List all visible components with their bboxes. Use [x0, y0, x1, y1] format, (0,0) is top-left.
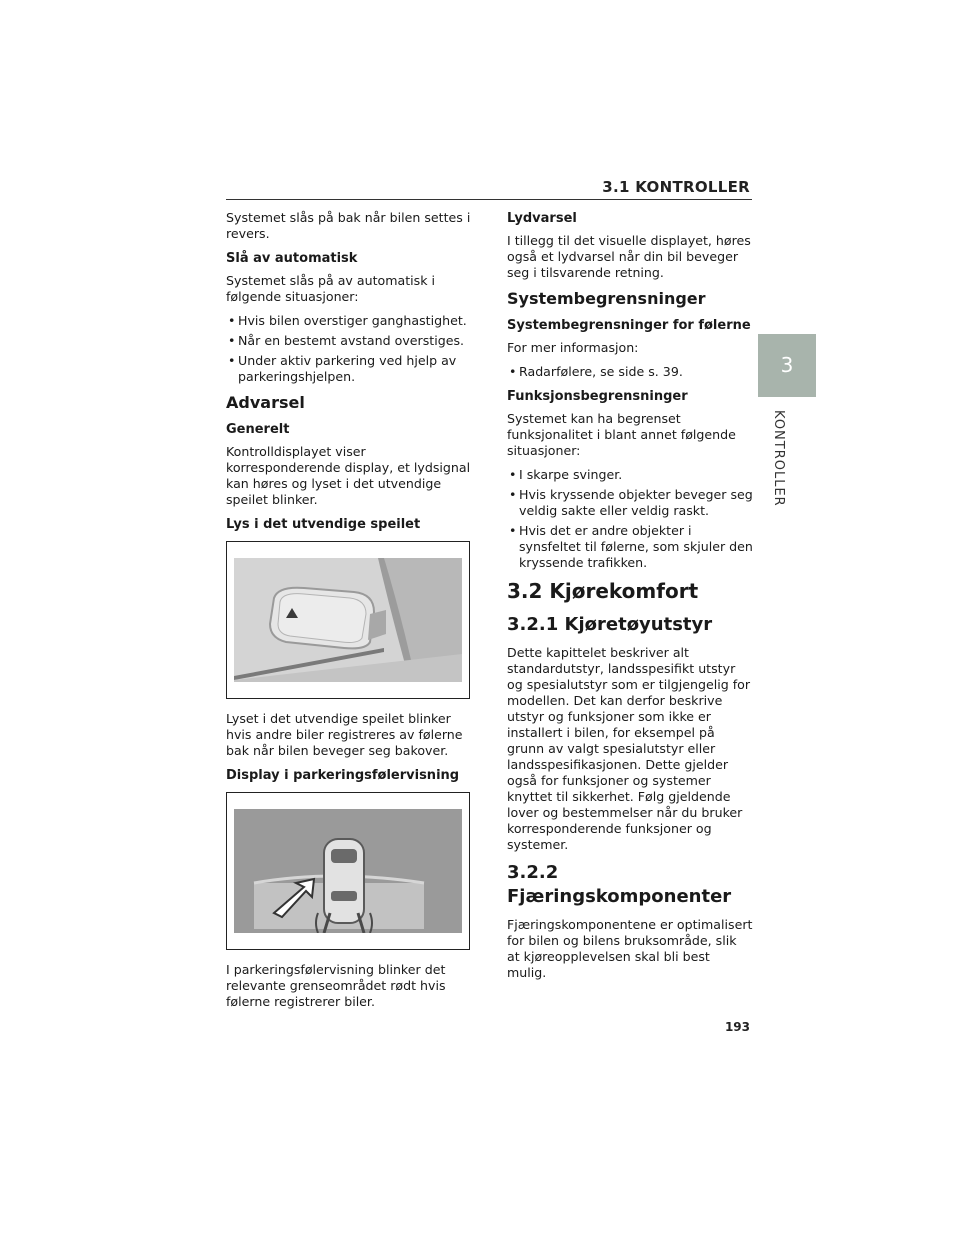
equipment-heading: 3.2.1 Kjøretøyutstyr — [507, 614, 713, 635]
suspension-text: Fjæringskomponentene er optimalisert for bilen og bilens bruksområde, slik at kjøreopplevelsen skal bli best mulig. — [507, 917, 753, 980]
sensor-limits-text: For mer informasjon: — [507, 340, 639, 355]
func-limits-heading: Funksjonsbegrensninger — [507, 389, 688, 404]
mirror-text: Lyset i det utvendige speilet blinker hvis andre biler registreres av følerne bak når bilen beveger seg bakover. — [226, 711, 463, 758]
right-column — [507, 210, 753, 989]
parking-display-illustration — [234, 809, 462, 933]
comfort-heading: 3.2 Kjørekomfort — [507, 579, 699, 603]
list-item: • Hvis det er andre objekter i synsfeltet til følerne, som skjuler den kryssende trafikken. — [507, 523, 753, 571]
sound-text: I tillegg til det visuelle displayet, høres også et lydvarsel når din bil beveger seg i tilsvarende retning. — [507, 233, 751, 280]
func-limits-list — [507, 467, 753, 571]
chapter-label: KONTROLLER — [771, 410, 786, 507]
equipment-text: Dette kapittelet beskriver alt standardutstyr, landsspesifikt utstyr og spesialutstyr som er tilgjengelig for modellen. Det kan derfor beskrive utstyr og funksjoner som ikke er installert i bilen, for eksempel på grunn av valgt spesialutstyr eller landsspesifikasjonen. Dette gjelder også for funksjoner og systemer knyttet til sikkerhet. Følg gjeldende lover og bestemmelser når du bruker korresponderende funksjoner og systemer. — [507, 645, 751, 852]
suspension-heading: 3.2.2 Fjæringskomponenter — [507, 862, 732, 907]
parking-display-figure — [226, 792, 470, 950]
section-header-title: 3.1 KONTROLLER — [602, 178, 750, 196]
mirror-figure — [226, 541, 470, 699]
list-item: • Hvis bilen overstiger ganghastighet. — [226, 313, 472, 329]
auto-off-list — [226, 313, 472, 385]
sensor-limits-list — [507, 364, 753, 380]
general-text: Kontrolldisplayet viser korresponderende display, et lydsignal kan høres og lyset i det utvendige speilet blinker. — [226, 444, 471, 507]
list-item: • Radarfølere, se side s. 39. — [507, 364, 753, 380]
warning-heading: Advarsel — [226, 393, 305, 412]
list-item: • I skarpe svinger. — [507, 467, 753, 483]
mirror-heading: Lys i det utvendige speilet — [226, 517, 421, 532]
chapter-tab: 3 — [758, 334, 816, 397]
limits-heading: Systembegrensninger — [507, 289, 706, 308]
auto-off-heading: Slå av automatisk — [226, 251, 358, 266]
left-column — [226, 210, 472, 1018]
mirror-illustration — [234, 558, 462, 682]
list-item: • Under aktiv parkering ved hjelp av parkeringshjelpen. — [226, 353, 472, 385]
page-number: 193 — [724, 1020, 750, 1034]
intro-text: Systemet slås på bak når bilen settes i revers. — [226, 210, 471, 241]
sensor-limits-heading: Systembegrensninger for følerne — [507, 318, 751, 333]
sound-heading: Lydvarsel — [507, 211, 577, 226]
auto-off-text: Systemet slås på av automatisk i følgende situasjoner: — [226, 273, 436, 304]
func-limits-text: Systemet kan ha begrenset funksjonalitet i blant annet følgende situasjoner: — [507, 411, 736, 458]
list-item: • Hvis kryssende objekter beveger seg veldig sakte eller veldig raskt. — [507, 487, 753, 519]
general-heading: Generelt — [226, 422, 290, 437]
list-item: • Når en bestemt avstand overstiges. — [226, 333, 472, 349]
display-text: I parkeringsfølervisning blinker det relevante grenseområdet rødt hvis følerne registrerer biler. — [226, 962, 446, 1009]
header-divider — [226, 199, 752, 200]
display-heading: Display i parkeringsfølervisning — [226, 768, 460, 783]
